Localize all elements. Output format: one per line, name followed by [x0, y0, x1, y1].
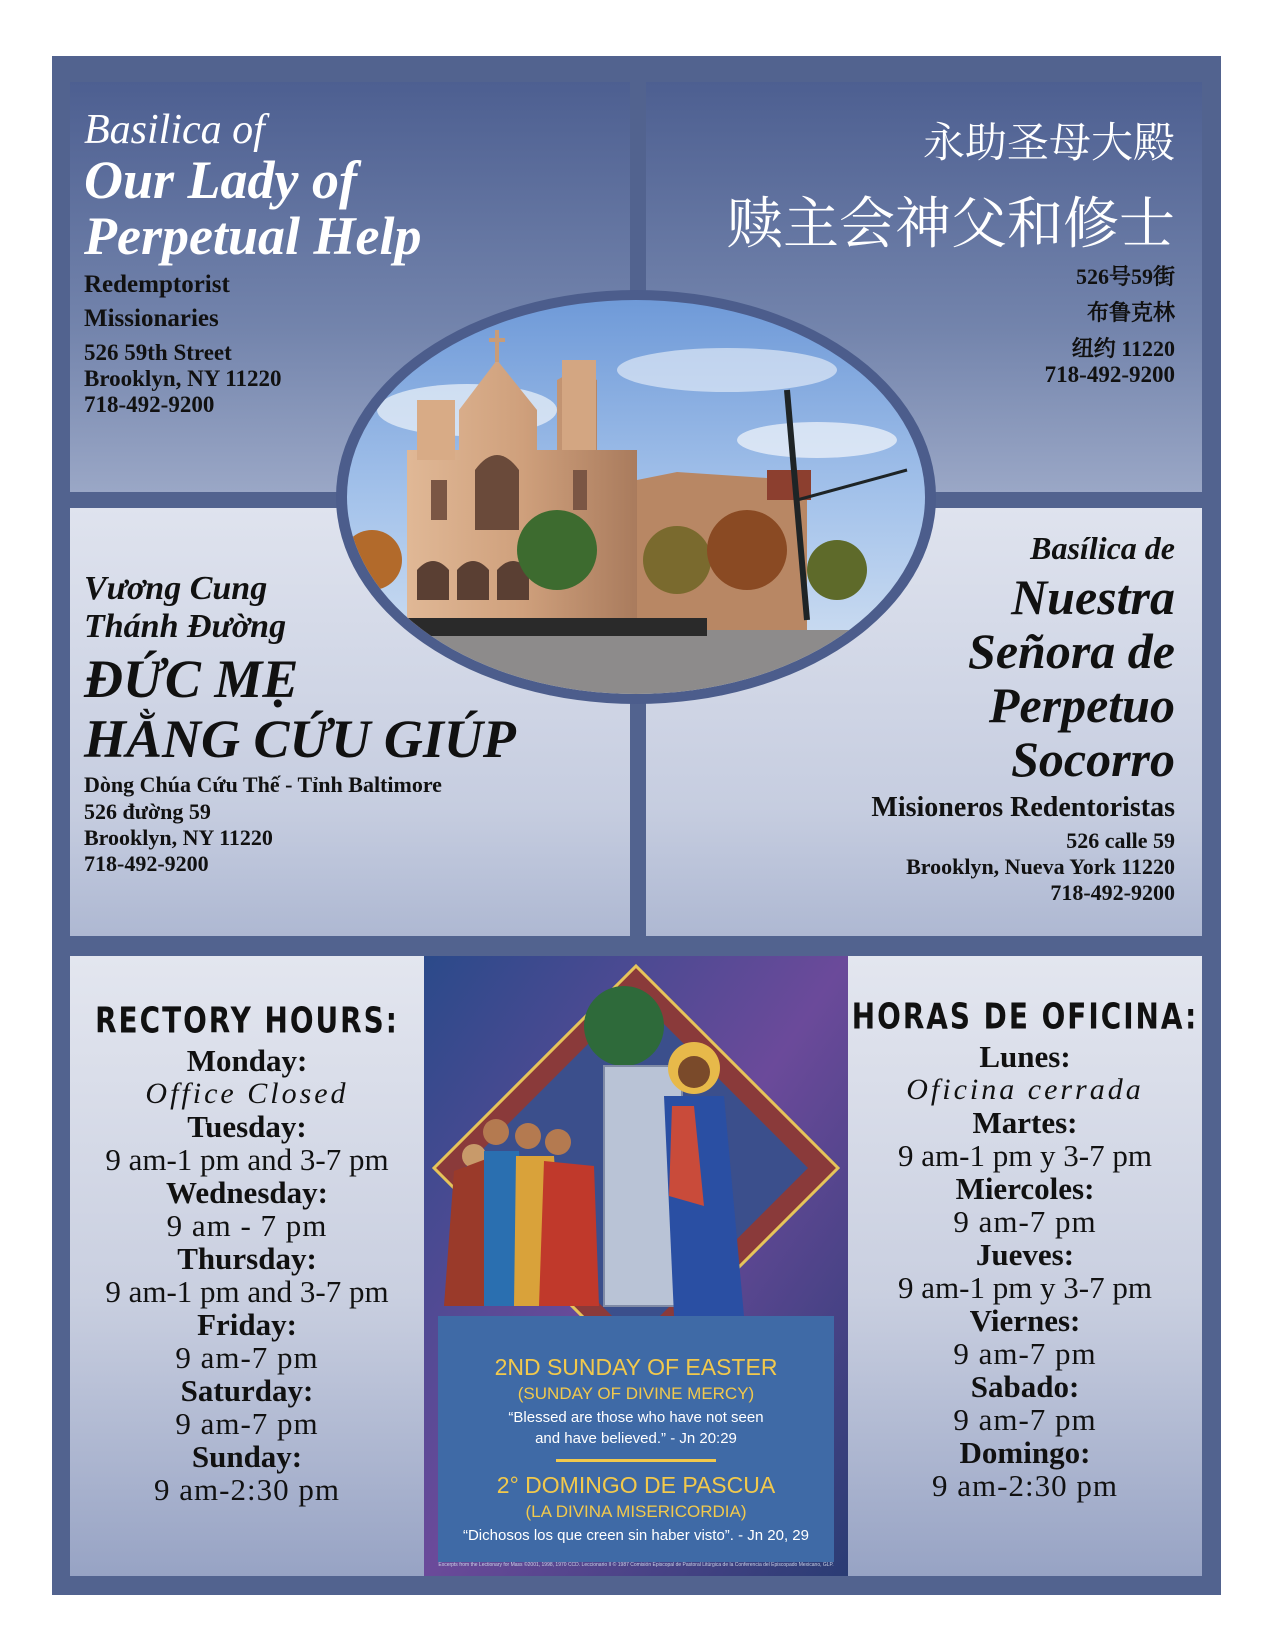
vietnamese-city: Brooklyn, NY 11220 — [84, 825, 273, 850]
hours-time: 9 am-7 pm — [953, 1402, 1097, 1437]
spanish-order: Misioneros Redentoristas — [871, 792, 1175, 823]
poster-en-quote-line1: “Blessed are those who have not seen — [508, 1409, 764, 1426]
spanish-street: 526 calle 59 — [1066, 828, 1175, 853]
hours-day: Viernes: — [969, 1303, 1081, 1338]
spanish-phone: 718-492-9200 — [1050, 880, 1175, 905]
hours-time: 9 am-1 pm and 3-7 pm — [105, 1274, 389, 1309]
english-title-line2: Our Lady of — [84, 150, 357, 210]
hours-day: Thursday: — [177, 1241, 317, 1276]
english-title-line1: Basilica of — [84, 107, 265, 153]
spanish-title-line4: Perpetuo — [988, 677, 1175, 733]
vietnamese-phone: 718-492-9200 — [84, 851, 209, 876]
hours-day: Martes: — [972, 1105, 1078, 1140]
hours-time: 9 am-7 pm — [175, 1340, 319, 1375]
vietnamese-title-line4: HẰNG CỨU GIÚP — [84, 709, 516, 769]
english-order-line2: Missionaries — [84, 305, 219, 332]
poster-divider — [556, 1459, 716, 1462]
hours-day: Miercoles: — [955, 1171, 1095, 1206]
english-order-line1: Redemptorist — [84, 271, 230, 298]
poster-en-title: 2ND SUNDAY OF EASTER — [494, 1354, 778, 1380]
vietnamese-title-line2: Thánh Đường — [84, 608, 287, 645]
chinese-phone: 718-492-9200 — [1044, 362, 1175, 387]
hours-time: Oficina cerrada — [906, 1073, 1144, 1106]
hours-time: 9 am-1 pm and 3-7 pm — [105, 1142, 389, 1177]
english-city: Brooklyn, NY 11220 — [84, 366, 282, 391]
hours-day: Lunes: — [979, 1039, 1071, 1074]
horas-oficina-list — [848, 1040, 1202, 1502]
chinese-state: 纽约 11220 — [1071, 336, 1175, 361]
hours-day: Domingo: — [959, 1435, 1091, 1470]
basilica-photo-drawing — [347, 300, 925, 694]
hours-day: Monday: — [186, 1043, 308, 1078]
hours-day: Saturday: — [180, 1373, 314, 1408]
chinese-title-line2: 赎主会神父和修士 — [727, 192, 1175, 257]
hours-day: Sabado: — [970, 1369, 1080, 1404]
chinese-street: 526号59街 — [1075, 264, 1175, 289]
spanish-title-line2: Nuestra — [1011, 569, 1175, 625]
chinese-title-line1: 永助圣母大殿 — [922, 118, 1175, 167]
poster-en-subtitle: (SUNDAY OF DIVINE MERCY) — [517, 1384, 755, 1403]
hours-time: Office Closed — [145, 1077, 349, 1110]
basilica-photo — [347, 300, 925, 694]
hours-time: 9 am-2:30 pm — [154, 1472, 340, 1507]
horas-oficina-title: HORAS DE OFICINA: — [851, 996, 1199, 1038]
english-street: 526 59th Street — [84, 340, 232, 365]
vietnamese-order: Dòng Chúa Cứu Thế - Tỉnh Baltimore — [84, 772, 442, 797]
rectory-hours-title: RECTORY HOURS: — [95, 1000, 399, 1042]
hours-time: 9 am-2:30 pm — [932, 1468, 1118, 1503]
spanish-title-line3: Señora de — [968, 623, 1175, 679]
spanish-title-line5: Socorro — [1011, 731, 1175, 787]
hours-day: Jueves: — [975, 1237, 1075, 1272]
english-phone: 718-492-9200 — [84, 392, 215, 417]
english-title-line3: Perpetual Help — [84, 206, 422, 266]
poster-footer: Excerpts from the Lectionary for Mass ©2001, 1998, 1970 CCD. Leccionario II © 1987 Comisión Episcopal de Pastoral Litúrgica de la Conferencia del Episcopado Mexicano, GLP. — [438, 1562, 834, 1568]
hours-time: 9 am-7 pm — [175, 1406, 319, 1441]
poster-es-quote: “Dichosos los que creen sin haber visto”. - Jn 20, 29 — [462, 1527, 809, 1544]
easter-poster — [424, 956, 848, 1576]
hours-time: 9 am-7 pm — [953, 1204, 1097, 1239]
poster-es-title: 2° DOMINGO DE PASCUA — [496, 1472, 776, 1498]
vietnamese-street: 526 đường 59 — [84, 799, 211, 824]
chinese-city: 布鲁克林 — [1086, 300, 1175, 325]
hours-time: 9 am - 7 pm — [166, 1208, 328, 1243]
hours-time: 9 am-1 pm y 3-7 pm — [898, 1270, 1152, 1305]
rectory-hours-list — [70, 1044, 424, 1506]
hours-day: Sunday: — [191, 1439, 303, 1474]
hours-day: Wednesday: — [166, 1175, 328, 1210]
vietnamese-title-line3: ĐỨC MẸ — [84, 649, 299, 709]
hours-time: 9 am-1 pm y 3-7 pm — [898, 1138, 1152, 1173]
hours-day: Friday: — [197, 1307, 297, 1342]
hours-day: Tuesday: — [187, 1109, 307, 1144]
hours-time: 9 am-7 pm — [953, 1336, 1097, 1371]
poster-es-subtitle: (LA DIVINA MISERICORDIA) — [525, 1502, 747, 1521]
spanish-city: Brooklyn, Nueva York 11220 — [906, 854, 1175, 879]
spanish-title-line1: Basílica de — [1030, 530, 1175, 566]
poster-en-quote-line2: and have believed.” - Jn 20:29 — [535, 1430, 737, 1447]
vietnamese-title-line1: Vương Cung — [84, 570, 268, 607]
